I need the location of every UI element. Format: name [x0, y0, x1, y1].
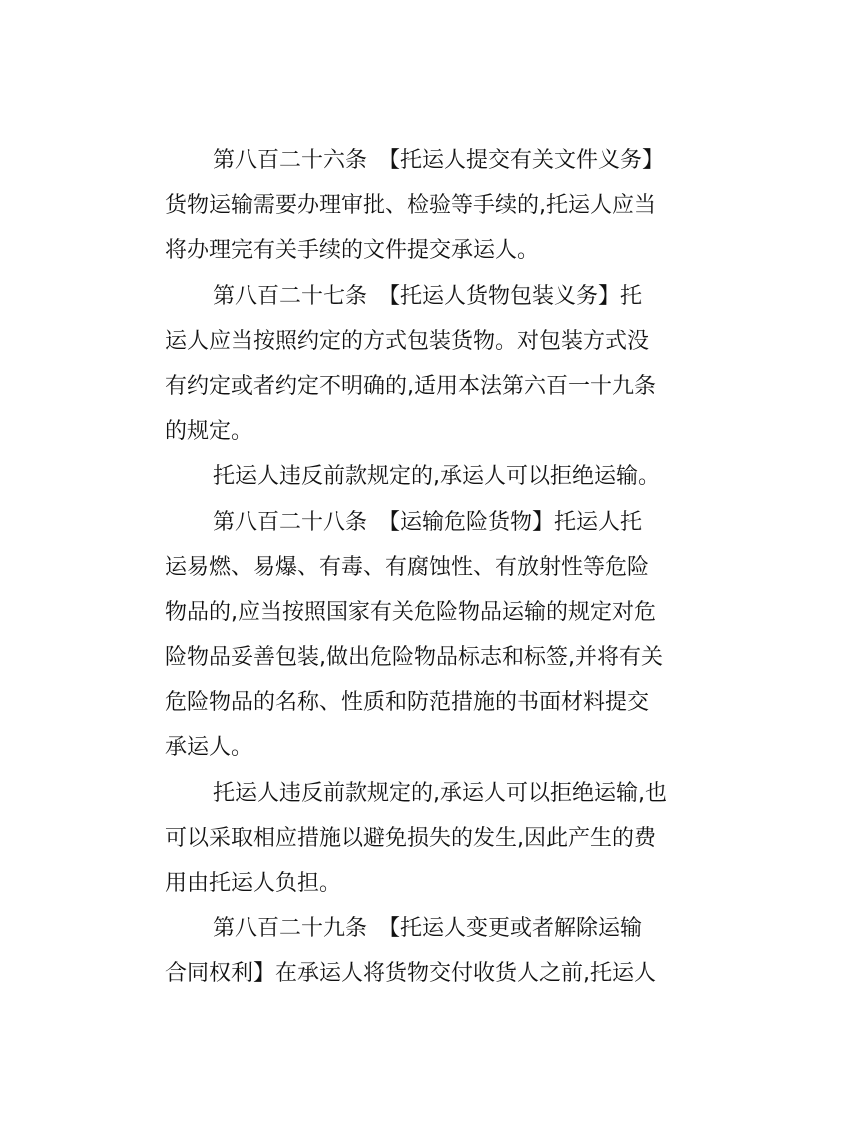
legal-text-body	[165, 138, 725, 997]
article-828-paragraph-2-line: 用由托运人负担。	[165, 871, 342, 896]
article-828-text-line: 险物品妥善包装,做出危险物品标志和标签,并将有关	[165, 645, 663, 671]
article-828-text-line: 危险物品的名称、性质和防范措施的书面材料提交	[165, 690, 650, 716]
article-828-paragraph-2-line: 可以采取相应措施以避免损失的发生,因此产生的费	[165, 825, 656, 851]
article-827-text-line: 的规定。	[165, 419, 254, 445]
article-827-text-line: 有约定或者约定不明确的,适用本法第六百一十九条	[165, 373, 656, 399]
article-829-heading-line: 第八百二十九条 【托运人变更或者解除运输	[213, 916, 643, 942]
article-826-heading-line: 第八百二十六条 【托运人提交有关文件义务】	[213, 148, 665, 173]
article-827-paragraph-2: 托运人违反前款规定的,承运人可以拒绝运输。	[213, 464, 660, 490]
article-826-text-line: 将办理完有关手续的文件提交承运人。	[165, 238, 540, 264]
article-829-text-line: 合同权利】在承运人将货物交付收货人之前,托运人	[165, 961, 656, 987]
article-828-text-line: 承运人。	[165, 735, 254, 761]
article-826-text-line: 货物运输需要办理审批、检验等手续的,托运人应当	[165, 193, 656, 219]
article-828-text-line: 物品的,应当按照国家有关危险物品运输的规定对危	[165, 599, 656, 625]
article-828-text-line: 运易燃、易爆、有毒、有腐蚀性、有放射性等危险	[165, 554, 650, 580]
article-828-heading-line: 第八百二十八条 【运输危险货物】托运人托	[213, 509, 643, 535]
article-828-paragraph-2: 托运人违反前款规定的,承运人可以拒绝运输,也	[213, 780, 667, 806]
article-827-text-line: 运人应当按照约定的方式包装货物。对包装方式没	[165, 328, 650, 354]
article-827-heading-line: 第八百二十七条 【托运人货物包装义务】托	[213, 283, 643, 309]
